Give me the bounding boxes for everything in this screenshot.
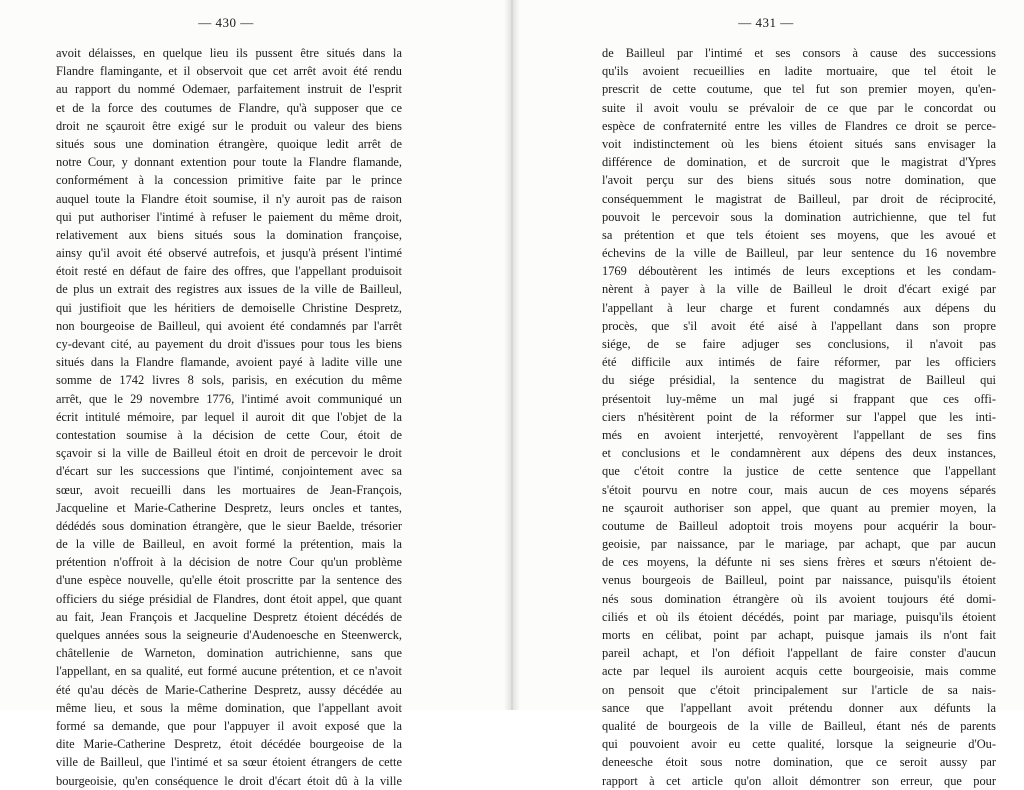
text-line: relativement aux biens situés sous la domination françoise, (56, 227, 402, 242)
text-line: ainsy qu'il avoit été observé autrefois, et jusqu'à présent l'intimé (56, 246, 402, 261)
text-line: notre Cour, y donnant extention pour toute la Flandre flamande, (56, 155, 402, 170)
text-line: deneesche étoit sous notre domination, que ce seroit aussy par (602, 755, 996, 770)
text-line: dédédés sous domination étrangère, que le sieur Baelde, trésorier (56, 518, 402, 533)
text-line: même lieu, et sous la même domination, que l'appellant avoit (56, 700, 402, 715)
text-line: d'écart sur les successions que l'intimé, conjointement avec sa (56, 464, 402, 479)
text-line: qui put authoriser l'intimé à refuser le paiement du même droit, (56, 209, 402, 224)
text-line: sœur, avoit recueilli dans les mortuaires de Jean-François, (56, 482, 402, 497)
text-line: s'étoit pourvu en notre cour, mais aucun de ces moyens séparés (602, 482, 996, 497)
text-line: l'appellant à leur charge et furent condamnés aux dépens du (602, 300, 996, 315)
text-line: de ces moyens, la défunte ni ses siens frères et sœurs n'étoient de- (602, 555, 996, 570)
right-page (512, 0, 1024, 788)
text-line: on pensoit que c'étoit principalement sur l'article de sa nais- (602, 682, 996, 697)
text-line: pareil achapt, et l'on défioit l'appellant de faire conster d'aucun (602, 646, 996, 661)
text-line: Flandre flamingante, et il observoit que cet arrêt avoit été rendu (56, 64, 402, 79)
text-line: prescrit de cette coutume, que tel fut son premier moyen, qu'en- (602, 82, 996, 97)
page-number-right: — 431 — (738, 15, 794, 30)
text-line: différence de domination, et de surcroit que le magistrat d'Ypres (602, 155, 996, 170)
text-line: 1769 déboutèrent les intimés de leurs exceptions et les condam- (602, 264, 996, 279)
text-line: non bourgeoise de Bailleul, qui avoient été condamnés par l'arrêt (56, 318, 402, 333)
text-line: cy-devant cité, au payement du droit d'issues pour tous les biens (56, 337, 402, 351)
text-line: que c'étoit contre la justice de cette sentence que l'appellant (602, 464, 996, 479)
text-line: conformément à la concession primitive faite par le prince (56, 173, 402, 188)
text-line: et conclusions et le condamnèrent aux dépens des deux instances, (602, 446, 996, 461)
text-line: l'avoit perçu sur des biens situés sous notre domination, que (602, 173, 996, 188)
text-line: de plus un extrait des registres aux issues de la ville de Bailleul, (56, 282, 402, 297)
left-page (0, 0, 512, 788)
left-page-text (56, 44, 402, 790)
text-line: de la ville de Bailleul, en avoit formé la prétention, mais la (56, 537, 402, 552)
text-line: étoit resté en défaut de faire des offres, que l'appellant produisoit (56, 264, 402, 279)
text-line: au rapport du nommé Odemaer, parfaitement instruit de l'esprit (56, 82, 402, 97)
text-line: sçavoir si la ville de Bailleul étoit en droit de percevoir le droit (56, 446, 402, 461)
text-line: prétention n'offroit à la décision de notre Cour qu'un problème (56, 555, 402, 570)
text-line: arrêt, que le 29 novembre 1776, l'intimé avoit communiqué un (56, 391, 402, 406)
text-line: de Bailleul par l'intimé et ses consors à cause des successions (602, 46, 996, 60)
text-line: officiers du siége présidial de Flandres, dont étoit appel, que quant (56, 591, 402, 606)
text-line: sance que l'appellant avoit prétendu donner aux défunts la (602, 700, 996, 715)
text-line: situés dans la Flandre flamande, avoient payé à ladite ville une (56, 355, 402, 370)
text-line: siége, de se faire adjuger ses conclusions, il n'avoit pas (602, 337, 996, 351)
text-line: du siége présidial, la sentence du magistrat de Bailleul qui (602, 373, 996, 388)
text-line: présentoit luy-même un mal jugé si frappant que ces offi- (602, 391, 996, 406)
text-line: morts en célibat, point par achapt, puisque jamais ils n'ont fait (602, 628, 996, 642)
text-line: Jacqueline et Marie-Catherine Despretz, leurs oncles et tantes, (56, 500, 402, 515)
text-line: et de la force des coutumes de Flandre, qu'à supposer que ce (56, 100, 402, 115)
text-line: auquel toute la Flandre étoit soumise, il n'y auroit pas de raison (56, 191, 402, 206)
text-line: qui justifioit que les héritiers de demoiselle Christine Despretz, (56, 300, 402, 315)
text-line: ciers n'hésitèrent point de la réformer sur l'appel que les inti- (602, 409, 996, 424)
text-line: quelques années sous la seigneurie d'Audenoesche en Steenwerck, (56, 628, 402, 642)
text-line: été qu'au décès de Marie-Catherine Despretz, aussy décédée au (56, 682, 402, 697)
text-line: formé sa demande, que pour l'appuyer il avoit exposé que la (56, 718, 402, 733)
text-line: coutume de Bailleul adoptoit trois moyens pour acquérir la bour- (602, 518, 996, 533)
text-line: espèce de confraternité entre les villes de Flandres ce droit se perce- (602, 118, 996, 133)
text-line: bourgeoisie, qu'en conséquence le droit d'écart étoit dû à la ville (56, 773, 402, 788)
text-line: droit ne sçauroit être exigé sur le produit ou valeur des biens (56, 118, 402, 133)
text-line: été difficile aux intimés de faire réformer, par les officiers (602, 355, 996, 370)
text-line: au fait, Jean François et Jacqueline Despretz étoient décédés de (56, 609, 402, 624)
text-line: conséquemment le magistrat de Bailleul, par droit de réciprocité, (602, 191, 996, 206)
text-line: qu'ils avoient recueillies en ladite mortuaire, que tel étoit le (602, 64, 996, 79)
text-line: qualité de bourgeois de la ville de Bailleul, étant nés de parents (602, 718, 996, 733)
text-line: acte par lequel ils auroient acquis cette bourgeoisie, mais comme (602, 664, 996, 679)
right-page-text (602, 44, 996, 790)
text-line: venus bourgeois de Bailleul, point par naissance, puisqu'ils étoient (602, 573, 996, 588)
text-line: suite il avoit voulu se prévaloir de ce que par le concordat ou (602, 100, 996, 115)
book-gutter (504, 0, 520, 710)
text-line: sa prétention et que tels étoient ses moyens, que les avoué et (602, 227, 996, 242)
text-line: situés sous une domination étrangère, quoique ledit arrêt de (56, 136, 402, 151)
text-line: avoit délaisses, en quelque lieu ils pussent être situés dans la (56, 46, 402, 60)
text-line: ville de Bailleul, que l'intimé et sa sœur étoient étrangers de cette (56, 755, 402, 770)
page-number-left: — 430 — (198, 15, 254, 30)
text-line: ne sçauroit authoriser son appel, que quant au premier moyen, la (602, 500, 996, 515)
text-line: châtellenie de Warneton, domination autrichienne, sans que (56, 646, 402, 661)
text-line: procès, que s'il avoit été aisé à l'appellant dans son propre (602, 318, 996, 333)
text-line: nés sous domination étrangère où ils avoient toujours été domi- (602, 591, 996, 606)
text-line: qui pouvoient avoir eu cette qualité, lorsque la seigneurie d'Ou- (602, 737, 996, 752)
text-line: dite Marie-Catherine Despretz, étoit décédée bourgeoise de la (56, 737, 402, 752)
text-line: écrit intitulé mémoire, par lequel il auroit dit que l'objet de la (56, 409, 402, 424)
text-line: contestation soumise à la décision de cette Cour, étoit de (56, 427, 402, 442)
text-line: nèrent à payer à la ville de Bailleul le droit d'écart exigé par (602, 282, 996, 297)
text-line: d'une espèce nouvelle, qu'elle étoit proscritte par la sentence des (56, 573, 402, 588)
text-line: pouvoit le percevoir sous la domination autrichienne, que tel fut (602, 209, 996, 224)
text-line: somme de 1742 livres 8 sols, parisis, en exécution du même (56, 373, 402, 388)
text-line: geoisie, par naissance, par le mariage, par achapt, que par aucun (602, 537, 996, 552)
text-line: l'appellant, en sa qualité, eut formé aucune prétention, et ce n'avoit (56, 664, 402, 679)
text-line: voit indistinctement où les biens étoient situés sans envisager la (602, 136, 996, 151)
text-line: ciliés et où ils étoient décédés, point par mariage, puisqu'ils étoient (602, 609, 996, 624)
text-line: rapport à cet article qu'on alloit démontrer son erreur, que pour (602, 773, 996, 788)
text-line: échevins de la ville de Bailleul, par leur sentence du 16 novembre (602, 246, 996, 261)
text-line: més en avoient interjetté, renvoyèrent l'appellant de ses fins (602, 427, 996, 442)
